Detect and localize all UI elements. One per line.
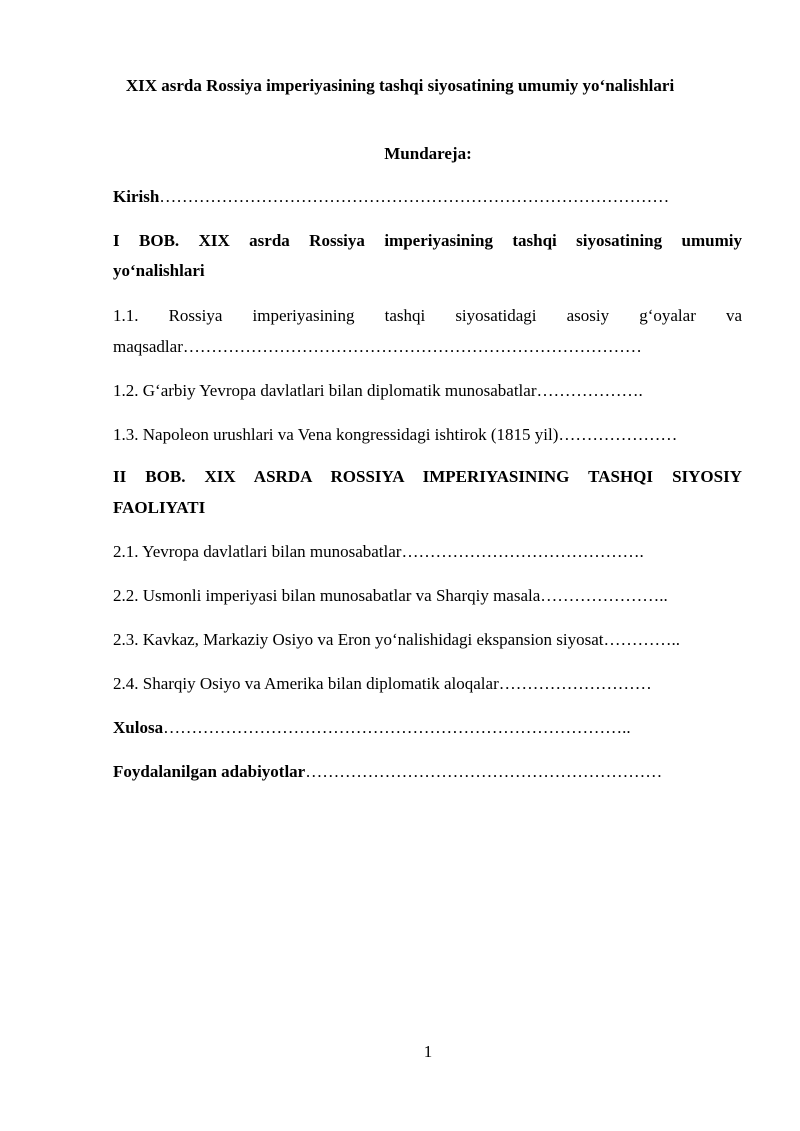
toc-intro-label: Kirish (113, 187, 160, 206)
toc-section-1-3[interactable]: 1.3. Napoleon urushlari va Vena kongressidagi ishtirok (1815 yil)………………… (113, 425, 678, 444)
toc-section-1-1-line2[interactable]: maqsadlar……………………………………………………………………… (113, 337, 642, 356)
toc-section-1-1-line1[interactable]: 1.1. Rossiya imperiyasining tashqi siyosatidagi asosiy g‘oyalar va (113, 306, 742, 325)
toc-references[interactable] (113, 762, 742, 782)
toc-intro-dots: ……………………………………………………………………………… (159, 187, 670, 206)
toc-chapter2-line1[interactable]: II BOB. XIX ASRDA ROSSIYA IMPERIYASINING TASHQI SIYOSIY (113, 467, 742, 486)
toc-conclusion-label: Xulosa (113, 718, 164, 737)
toc-references-dots: ……………………………………………………… (305, 762, 663, 781)
toc-chapter1-line1[interactable]: I BOB. XIX asrda Rossiya imperiyasining tashqi siyosatining umumiy (113, 231, 742, 250)
toc-references-label: Foydalanilgan adabiyotlar (113, 762, 306, 781)
toc-section-2-1[interactable]: 2.1. Yevropa davlatlari bilan munosabatlar……………………………………. (113, 542, 644, 561)
toc-section-2-4[interactable]: 2.4. Sharqiy Osiyo va Amerika bilan diplomatik aloqalar……………………… (113, 674, 652, 693)
toc-section-1-2[interactable]: 1.2. G‘arbiy Yevropa davlatlari bilan diplomatik munosabatlar………………. (113, 381, 643, 400)
contents-heading: Mundareja: (384, 144, 472, 163)
page-number: 1 (423, 1042, 433, 1061)
toc-intro[interactable] (113, 187, 742, 207)
toc-section-2-3[interactable]: 2.3. Kavkaz, Markaziy Osiyo va Eron yo‘nalishidagi ekspansion siyosat………….. (113, 630, 681, 649)
toc-chapter2-line2[interactable]: FAOLIYATI (113, 498, 206, 517)
toc-conclusion-dots: ……………………………………………………………………….. (163, 718, 631, 737)
document-title: XIX asrda Rossiya imperiyasining tashqi siyosatining umumiy yo‘nalishlari (125, 76, 675, 95)
toc-chapter1-line2[interactable]: yo‘nalishlari (113, 261, 205, 280)
toc-conclusion[interactable] (113, 718, 742, 738)
toc-section-2-2[interactable]: 2.2. Usmonli imperiyasi bilan munosabatlar va Sharqiy masala………………….. (113, 586, 668, 605)
